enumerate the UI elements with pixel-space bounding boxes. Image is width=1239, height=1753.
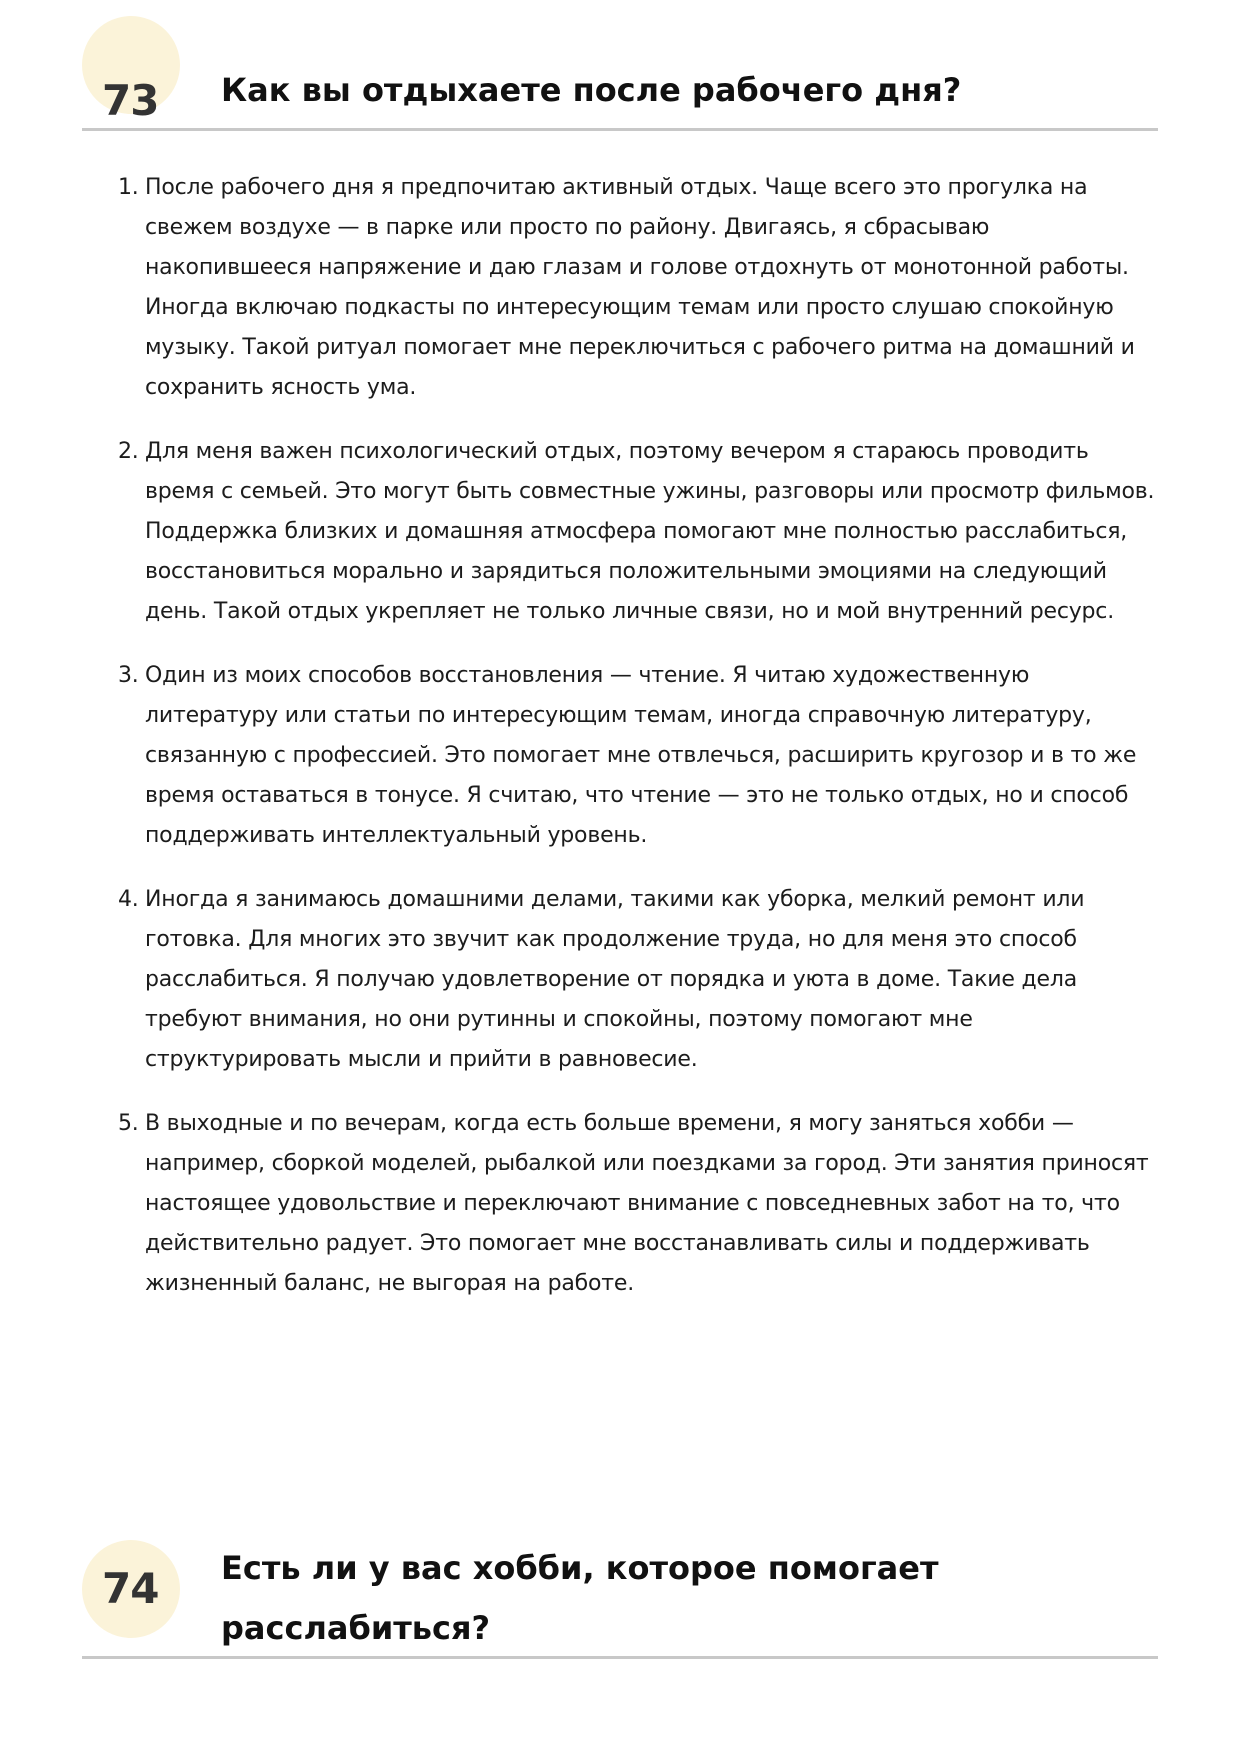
answer-item [118,432,1158,632]
question-number: 73 [102,76,159,125]
answer-item [118,880,1158,1080]
question-number: 74 [102,1564,159,1613]
answer-number: 4. [118,887,139,912]
answer-item [118,1104,1158,1304]
question-title: Как вы отдыхаете после рабочего дня? [221,71,962,109]
answer-number: 1. [118,175,139,200]
answer-text: После рабочего дня я предпочитаю активный отдых. Чаще всего это прогулка на свежем воздухе — в парке или просто по району. Двигаясь, я сбрасываю накопившееся напряжение и даю глазам и голове отдохнуть от монотонной работы. Иногда включаю подкасты по интересующим темам или просто слушаю спокойную музыку. Такой ритуал помогает мне переключиться с рабочего ритма на домашний и сохранить ясность ума. [145,175,1135,400]
answer-number: 3. [118,663,139,688]
answer-item [118,168,1158,408]
answer-list [118,168,1158,1328]
question-header-73 [82,58,1158,131]
answer-text: Один из моих способов восстановления — чтение. Я читаю художественную литературу или статьи по интересующим темам, иногда справочную литературу, связанную с профессией. Это помогает мне отвлечься, расширить кругозор и в то же время оставаться в тонусе. Я считаю, что чтение — это не только отдых, но и способ поддерживать интеллектуальный уровень. [145,663,1137,848]
answer-text: Для меня важен психологический отдых, поэтому вечером я стараюсь проводить время с семьей. Это могут быть совместные ужины, разговоры или просмотр фильмов. Поддержка близких и домашняя атмосфера помогают мне полностью расслабиться, восстановиться морально и зарядиться положительными эмоциями на следующий день. Такой отдых укрепляет не только личные связи, но и мой внутренний ресурс. [145,439,1155,624]
question-header-74 [82,1540,1158,1659]
question-title: Есть ли у вас хобби, которое помогает расслабиться? [221,1549,939,1647]
answer-text: В выходные и по вечерам, когда есть больше времени, я могу заняться хобби — например, сборкой моделей, рыбалкой или поездками за город. Эти занятия приносят настоящее удовольствие и переключают внимание с повседневных забот на то, что действительно радует. Это помогает мне восстанавливать силы и поддерживать жизненный баланс, не выгорая на работе. [145,1111,1149,1296]
answer-number: 5. [118,1111,139,1136]
answer-item [118,656,1158,856]
answer-number: 2. [118,439,139,464]
answer-text: Иногда я занимаюсь домашними делами, такими как уборка, мелкий ремонт или готовка. Для многих это звучит как продолжение труда, но для меня это способ расслабиться. Я получаю удовлетворение от порядка и уюта в доме. Такие дела требуют внимания, но они рутинны и спокойны, поэтому помогают мне структурировать мысли и прийти в равновесие. [145,887,1085,1072]
